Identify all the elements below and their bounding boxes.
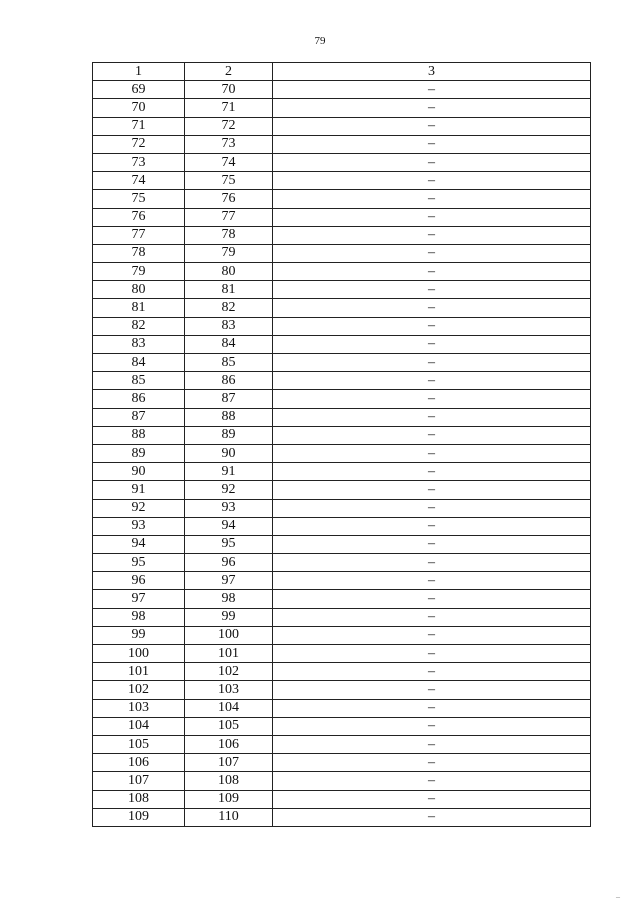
table-cell-col-3: – <box>273 135 591 153</box>
table-row <box>93 317 591 335</box>
table-row <box>93 208 591 226</box>
column-header-3: 3 <box>273 63 591 81</box>
table-row <box>93 790 591 808</box>
table-cell-col-1: 88 <box>93 426 185 444</box>
table-cell-col-2: 70 <box>185 81 273 99</box>
corner-mark: – <box>616 892 620 901</box>
table-cell-col-2: 101 <box>185 645 273 663</box>
table-cell-col-1: 87 <box>93 408 185 426</box>
table-cell-col-3: – <box>273 499 591 517</box>
table-cell-col-1: 82 <box>93 317 185 335</box>
table-cell-col-1: 81 <box>93 299 185 317</box>
page-number: 79 <box>314 35 326 47</box>
table-row <box>93 481 591 499</box>
table-cell-col-2: 96 <box>185 554 273 572</box>
table-cell-col-1: 75 <box>93 190 185 208</box>
table-row <box>93 735 591 753</box>
table-cell-col-3: – <box>273 208 591 226</box>
table-cell-col-3: – <box>273 699 591 717</box>
table-cell-col-3: – <box>273 226 591 244</box>
header-row <box>93 63 591 81</box>
table-row <box>93 153 591 171</box>
table-cell-col-3: – <box>273 754 591 772</box>
table-cell-col-3: – <box>273 717 591 735</box>
table-cell-col-1: 100 <box>93 645 185 663</box>
table-cell-col-2: 109 <box>185 790 273 808</box>
data-table <box>92 62 591 827</box>
table-cell-col-2: 82 <box>185 299 273 317</box>
table-cell-col-1: 106 <box>93 754 185 772</box>
table-row <box>93 244 591 262</box>
table-cell-col-1: 89 <box>93 444 185 462</box>
table-cell-col-1: 94 <box>93 535 185 553</box>
table-row <box>93 517 591 535</box>
table-cell-col-3: – <box>273 517 591 535</box>
table-cell-col-2: 106 <box>185 735 273 753</box>
table-cell-col-1: 71 <box>93 117 185 135</box>
table-cell-col-2: 95 <box>185 535 273 553</box>
table-cell-col-2: 90 <box>185 444 273 462</box>
table-row <box>93 808 591 826</box>
table-cell-col-2: 93 <box>185 499 273 517</box>
table-cell-col-3: – <box>273 481 591 499</box>
table-row <box>93 554 591 572</box>
table-cell-col-3: – <box>273 299 591 317</box>
table-cell-col-1: 84 <box>93 354 185 372</box>
table-cell-col-1: 73 <box>93 153 185 171</box>
table-cell-col-2: 100 <box>185 626 273 644</box>
table-cell-col-1: 90 <box>93 463 185 481</box>
table-cell-col-2: 78 <box>185 226 273 244</box>
table-cell-col-2: 107 <box>185 754 273 772</box>
table-cell-col-1: 80 <box>93 281 185 299</box>
table-cell-col-2: 87 <box>185 390 273 408</box>
table-cell-col-1: 72 <box>93 135 185 153</box>
table-cell-col-3: – <box>273 117 591 135</box>
table-cell-col-1: 105 <box>93 735 185 753</box>
table-cell-col-3: – <box>273 390 591 408</box>
table-cell-col-3: – <box>273 772 591 790</box>
table-cell-col-1: 109 <box>93 808 185 826</box>
table-cell-col-2: 84 <box>185 335 273 353</box>
table-cell-col-2: 110 <box>185 808 273 826</box>
table-cell-col-3: – <box>273 263 591 281</box>
table-cell-col-1: 93 <box>93 517 185 535</box>
table-row <box>93 172 591 190</box>
table-cell-col-2: 73 <box>185 135 273 153</box>
table-row <box>93 408 591 426</box>
table-cell-col-1: 99 <box>93 626 185 644</box>
table-row <box>93 99 591 117</box>
table-cell-col-3: – <box>273 81 591 99</box>
table-cell-col-1: 102 <box>93 681 185 699</box>
table-row <box>93 590 591 608</box>
table-cell-col-3: – <box>273 590 591 608</box>
table-cell-col-3: – <box>273 372 591 390</box>
table-cell-col-3: – <box>273 663 591 681</box>
table-row <box>93 699 591 717</box>
table-cell-col-2: 98 <box>185 590 273 608</box>
table-row <box>93 499 591 517</box>
table-cell-col-3: – <box>273 681 591 699</box>
table-cell-col-3: – <box>273 335 591 353</box>
table-row <box>93 281 591 299</box>
table-cell-col-1: 78 <box>93 244 185 262</box>
table-cell-col-2: 74 <box>185 153 273 171</box>
table-cell-col-2: 75 <box>185 172 273 190</box>
table-cell-col-1: 107 <box>93 772 185 790</box>
table-cell-col-1: 85 <box>93 372 185 390</box>
table-cell-col-3: – <box>273 408 591 426</box>
table-row <box>93 754 591 772</box>
table-cell-col-3: – <box>273 172 591 190</box>
table-cell-col-1: 77 <box>93 226 185 244</box>
table-cell-col-2: 97 <box>185 572 273 590</box>
table-cell-col-2: 94 <box>185 517 273 535</box>
table-cell-col-3: – <box>273 426 591 444</box>
table-row <box>93 390 591 408</box>
table-row <box>93 299 591 317</box>
table-cell-col-1: 96 <box>93 572 185 590</box>
table-cell-col-2: 80 <box>185 263 273 281</box>
table-cell-col-2: 88 <box>185 408 273 426</box>
table-row <box>93 135 591 153</box>
table-cell-col-2: 92 <box>185 481 273 499</box>
table-row <box>93 681 591 699</box>
table-row <box>93 335 591 353</box>
table-cell-col-3: – <box>273 554 591 572</box>
table-cell-col-2: 85 <box>185 354 273 372</box>
table-row <box>93 226 591 244</box>
table-row <box>93 444 591 462</box>
table-row <box>93 663 591 681</box>
table-row <box>93 717 591 735</box>
table-cell-col-1: 79 <box>93 263 185 281</box>
table-row <box>93 626 591 644</box>
table-cell-col-2: 83 <box>185 317 273 335</box>
table-cell-col-2: 108 <box>185 772 273 790</box>
table-cell-col-3: – <box>273 626 591 644</box>
table-cell-col-1: 104 <box>93 717 185 735</box>
table-row <box>93 263 591 281</box>
table-cell-col-2: 89 <box>185 426 273 444</box>
table-cell-col-1: 76 <box>93 208 185 226</box>
table-cell-col-1: 70 <box>93 99 185 117</box>
table-cell-col-1: 69 <box>93 81 185 99</box>
table-cell-col-1: 83 <box>93 335 185 353</box>
table-cell-col-3: – <box>273 190 591 208</box>
table-cell-col-3: – <box>273 535 591 553</box>
table-cell-col-2: 103 <box>185 681 273 699</box>
table-cell-col-2: 102 <box>185 663 273 681</box>
table-cell-col-3: – <box>273 153 591 171</box>
table-cell-col-2: 76 <box>185 190 273 208</box>
table-row <box>93 81 591 99</box>
table-cell-col-1: 86 <box>93 390 185 408</box>
table-cell-col-3: – <box>273 735 591 753</box>
table-cell-col-3: – <box>273 354 591 372</box>
table-cell-col-3: – <box>273 645 591 663</box>
table-row <box>93 772 591 790</box>
table-cell-col-3: – <box>273 244 591 262</box>
table-row <box>93 608 591 626</box>
table-cell-col-2: 105 <box>185 717 273 735</box>
table-row <box>93 463 591 481</box>
table-cell-col-2: 86 <box>185 372 273 390</box>
table-row <box>93 426 591 444</box>
table-cell-col-2: 71 <box>185 99 273 117</box>
table-cell-col-1: 95 <box>93 554 185 572</box>
table-cell-col-3: – <box>273 808 591 826</box>
table-row <box>93 645 591 663</box>
column-header-2: 2 <box>185 63 273 81</box>
table-cell-col-1: 74 <box>93 172 185 190</box>
table-cell-col-1: 92 <box>93 499 185 517</box>
table-cell-col-2: 77 <box>185 208 273 226</box>
table-cell-col-1: 103 <box>93 699 185 717</box>
table-cell-col-2: 79 <box>185 244 273 262</box>
table-cell-col-1: 97 <box>93 590 185 608</box>
table-row <box>93 190 591 208</box>
table-cell-col-3: – <box>273 281 591 299</box>
table-cell-col-2: 81 <box>185 281 273 299</box>
table-row <box>93 535 591 553</box>
table-cell-col-1: 108 <box>93 790 185 808</box>
table-cell-col-1: 101 <box>93 663 185 681</box>
table-cell-col-2: 72 <box>185 117 273 135</box>
table-cell-col-3: – <box>273 444 591 462</box>
table-cell-col-2: 91 <box>185 463 273 481</box>
table-cell-col-3: – <box>273 99 591 117</box>
table-cell-col-2: 99 <box>185 608 273 626</box>
table-row <box>93 117 591 135</box>
table-row <box>93 572 591 590</box>
table-cell-col-3: – <box>273 317 591 335</box>
table-cell-col-3: – <box>273 790 591 808</box>
table-cell-col-3: – <box>273 572 591 590</box>
table-body <box>93 81 591 827</box>
table-cell-col-2: 104 <box>185 699 273 717</box>
table-cell-col-3: – <box>273 463 591 481</box>
table-cell-col-1: 91 <box>93 481 185 499</box>
table-row <box>93 372 591 390</box>
table-header <box>93 63 591 81</box>
table-cell-col-3: – <box>273 608 591 626</box>
column-header-1: 1 <box>93 63 185 81</box>
table-row <box>93 354 591 372</box>
table-cell-col-1: 98 <box>93 608 185 626</box>
